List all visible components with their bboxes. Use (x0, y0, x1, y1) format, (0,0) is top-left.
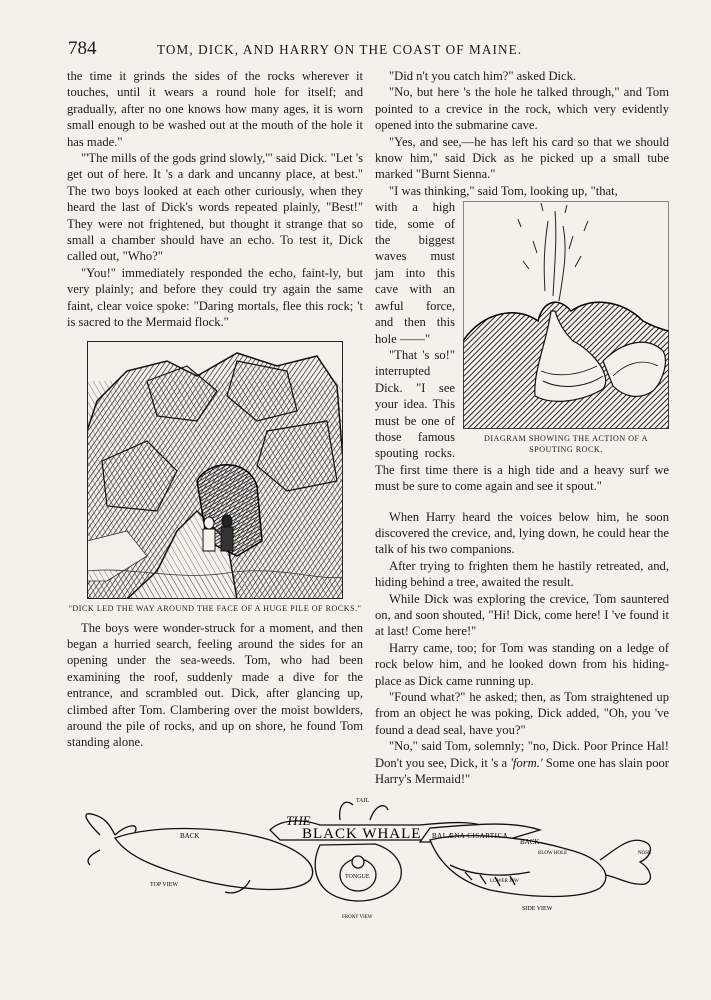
diagram-caption: DIAGRAM SHOWING THE ACTION OF A SPOUTING ROCK. (484, 434, 648, 455)
page-number: 784 (68, 38, 97, 59)
back-label-right: BACK (520, 838, 540, 846)
front-view-label: FRONT VIEW (342, 915, 373, 920)
black-whale-illustration (70, 780, 670, 945)
paragraph: After trying to frighten them he hastily retreated, and, hiding behind a tree, awaited the result. (375, 558, 669, 590)
running-title: TOM, DICK, AND HARRY ON THE COAST OF MAINE. (157, 42, 523, 57)
text-run: Some one has slain poor Harry's Mermaid!" (375, 755, 669, 787)
text-run: "No," said Tom, solemnly; "no, Dick. Poor Prince Hal! Don't you see, Dick, it 's a (375, 739, 669, 770)
paragraph: When Harry heard the voices below him, he soon discovered the crevice, and, lying down, he could hear the talk of his two companions. (375, 509, 669, 557)
paragraph: "No, but here 's the hole he talked through," and Tom pointed to a crevice in the rock, which very evidently opened into the submarine cave. (375, 85, 669, 133)
paragraph: the time it grinds the sides of the rocks wherever it touches, until it wears a round hole for itself; and gradually, after no one knows how many ages, it is worn small enough to be washed out at the mouth of the hole it has made." (67, 69, 363, 149)
banner-title: BLACK WHALE (302, 826, 422, 842)
species-label: BALÆNA CISARTICA (432, 832, 509, 840)
back-label-left: BACK (180, 832, 200, 840)
side-view-label: SIDE VIEW (522, 906, 553, 912)
spouting-rock-drawing (463, 201, 669, 429)
left-column (67, 68, 363, 751)
right-column (375, 68, 669, 787)
paragraph: "I was thinking," said Tom, looking up, "that, (389, 183, 618, 198)
whale-diagram (70, 780, 670, 945)
lower-jaw-label: LOWER JAW (490, 879, 519, 884)
top-view-label: TOP VIEW (150, 882, 179, 888)
paragraph: "You!" immediately responded the echo, faint-ly, but very plainly; and before they could try again the same faint, clear voice spoke: "Daring mortals, flee this rock; 't is sacred to the Mermaid flock." (67, 265, 363, 330)
paragraph: "That 's so!" interrupted Dick. "I see your idea. This must be one of those famous spouting rocks. The first time there is a high tide and a heavy surf we must be sure to come again and see it spout." (375, 347, 669, 494)
paragraph: The boys were wonder-struck for a moment, and then began a hurried search, feeling around the sides for an opening under the sea-weeds. Tom, who had been examining the roof, suddenly made a dive for the entrance, and scrambled out. Dick, after glancing up, climbed after Tom. Clambering over the moist bowlders, around the pile of rocks, and up on shore, he found Tom standing alone. (67, 620, 363, 750)
rocks-illustration (67, 341, 363, 614)
figure-caption: "DICK LED THE WAY AROUND THE FACE OF A HUGE PILE OF ROCKS." (68, 603, 362, 613)
blow-hole-label: BLOW HOLE (538, 851, 568, 856)
paragraph: "Yes, and see,—he has left his card so that we should know him," said Dick as he picked up a small tube marked "Burnt Sienna." (375, 134, 669, 182)
page-header (62, 38, 652, 62)
paragraph: "Found what?" he asked; then, as Tom straightened up from an object he was poking, Dick added, "Oh, you 've found a dead seal, have you?" (375, 690, 669, 737)
paragraph: "Did n't you catch him?" asked Dick. (389, 69, 577, 83)
paragraph: "'The mills of the gods grind slowly,'" said Dick. "Let 's get out of here. It 's a dark and uncanny place, at best." The two boys looked at each other curiously, when they heard the last of Dick's words repeated plainly, "Best!" They were not frightened, but thought it strange that so small a chamber should have an echo. To test it, Dick called out, "Who?" (67, 151, 363, 264)
nose-label: NOSE (638, 851, 652, 856)
paragraph: Harry came, too; for Tom was standing on a ledge of rock below him, and he looked down from his hiding-place as Dick came running up. (375, 640, 669, 688)
emphasis-text: 'form.' (510, 755, 543, 770)
paragraph: While Dick was exploring the crevice, Tom sauntered on, and soon shouted, "Hi! Dick, come here! I 've found it at last! Come here!" (375, 591, 669, 639)
paragraph: with a high tide, some of the biggest waves must jam into this cave with an awful force, and then this hole ——" (375, 200, 455, 346)
section-gap (375, 495, 669, 509)
tail-label: TAIL (356, 798, 370, 804)
spouting-rock-diagram (463, 201, 669, 455)
tongue-label: TONGUE (345, 874, 370, 880)
cave-rocks-engraving (87, 341, 343, 599)
banner-the: THE (286, 813, 311, 828)
